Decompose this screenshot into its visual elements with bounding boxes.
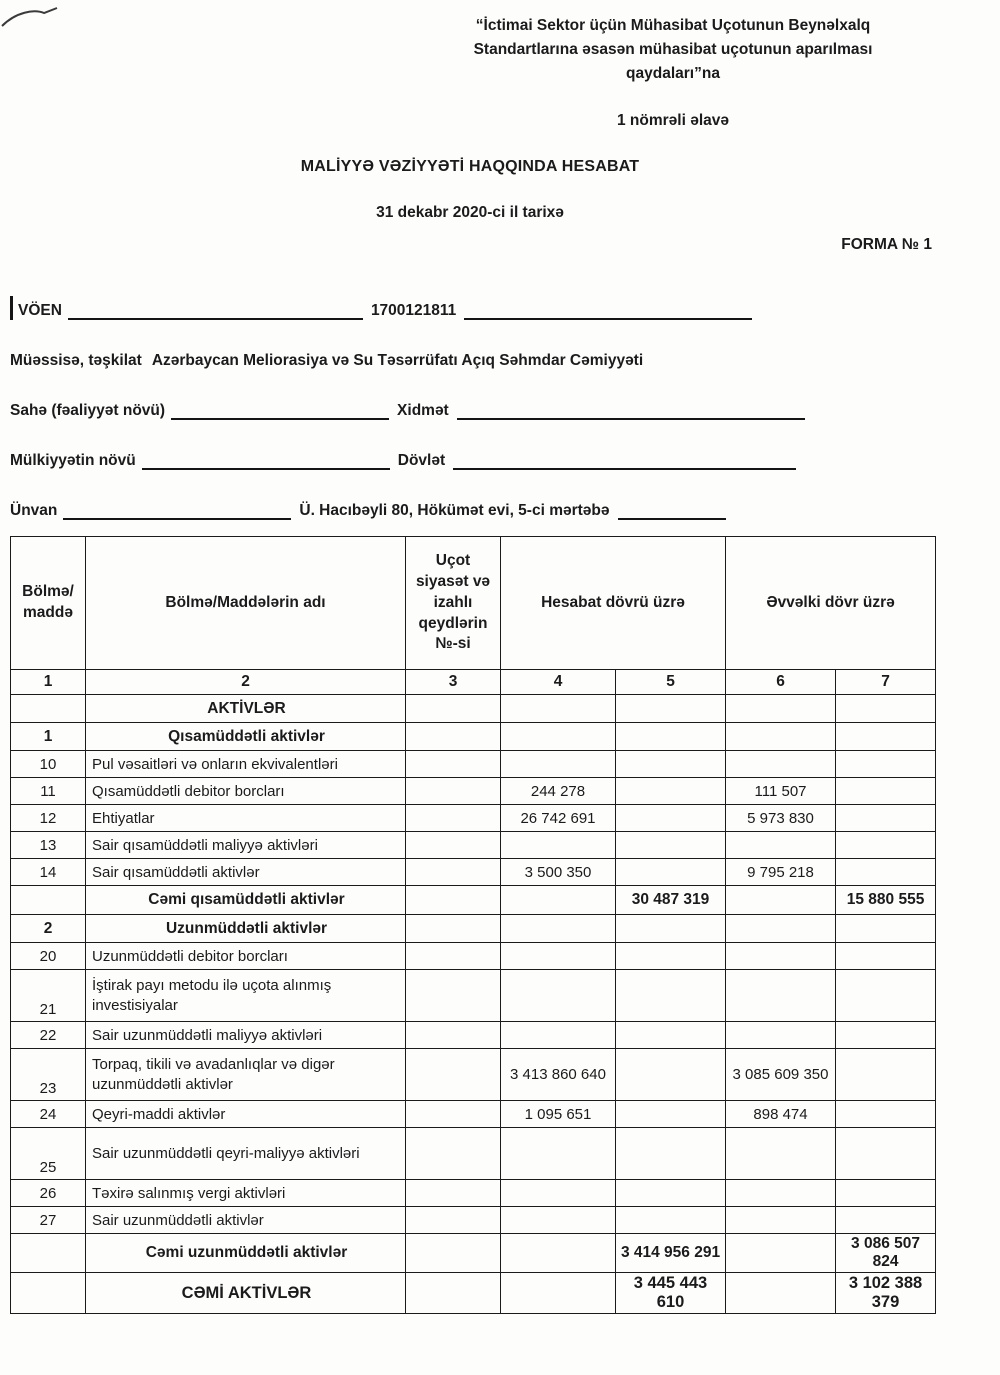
ownership-field — [10, 420, 1000, 470]
cell-name: Cəmi uzunmüddətli aktivlər — [86, 1234, 406, 1273]
cell-note — [406, 886, 501, 915]
cell-note — [406, 1128, 501, 1180]
table-row — [11, 1128, 936, 1180]
cell-previous-total — [836, 970, 936, 1022]
entity-label: Müəssisə, təşkilat — [10, 352, 142, 370]
cell-previous-detail — [726, 832, 836, 859]
cell-previous-detail — [726, 723, 836, 751]
cell-note — [406, 1022, 501, 1049]
cell-current-total — [616, 1022, 726, 1049]
cell-current-total: 3 445 443 610 — [616, 1273, 726, 1314]
column-number: 6 — [726, 670, 836, 695]
cell-previous-detail — [726, 886, 836, 915]
column-number: 4 — [501, 670, 616, 695]
cell-code: 13 — [11, 832, 86, 859]
voen-label: VÖEN — [18, 302, 62, 320]
cell-previous-total — [836, 723, 936, 751]
cell-note — [406, 778, 501, 805]
address-value: Ü. Hacıbəyli 80, Hökümət evi, 5-ci mərtəbə — [299, 502, 610, 520]
cell-name: Pul vəsaitləri və onların ekvivalentləri — [86, 751, 406, 778]
cell-name: Sair uzunmüddətli maliyyə aktivləri — [86, 1022, 406, 1049]
cell-name: Qısamüddətli debitor borcları — [86, 778, 406, 805]
cell-name: Qeyri-maddi aktivlər — [86, 1101, 406, 1128]
cell-current-total — [616, 1101, 726, 1128]
regulation-reference: “İctimai Sektor üçün Mühasibat Uçotunun Beynəlxalq Standartlarına əsasən mühasibat uçotunun aparılması qaydaları”na — [473, 17, 873, 83]
table-header-row — [11, 537, 936, 670]
table-row — [11, 1101, 936, 1128]
cell-note — [406, 1207, 501, 1234]
pen-scribble-mark — [0, 4, 60, 30]
cell-note — [406, 723, 501, 751]
voen-field — [10, 270, 1000, 320]
cell-name: Sair qısamüddətli maliyyə aktivləri — [86, 832, 406, 859]
cell-note — [406, 859, 501, 886]
cell-previous-detail — [726, 1273, 836, 1314]
cell-previous-total: 3 102 388 379 — [836, 1273, 936, 1314]
cell-current-detail: 3 413 860 640 — [501, 1049, 616, 1101]
cell-previous-detail — [726, 943, 836, 970]
cell-previous-total — [836, 943, 936, 970]
sector-blank-line-2 — [457, 414, 805, 420]
cell-code: 10 — [11, 751, 86, 778]
address-blank-line — [63, 514, 291, 520]
cell-note — [406, 751, 501, 778]
header-current-period: Hesabat dövrü üzrə — [501, 537, 726, 670]
ownership-blank-line-2 — [453, 464, 796, 470]
cell-previous-total — [836, 1128, 936, 1180]
cell-note — [406, 832, 501, 859]
column-number: 1 — [11, 670, 86, 695]
address-field — [10, 470, 1000, 520]
cell-current-total — [616, 751, 726, 778]
cell-previous-total: 3 086 507 824 — [836, 1234, 936, 1273]
cell-name: CƏMİ AKTİVLƏR — [86, 1273, 406, 1314]
sector-field — [10, 370, 1000, 420]
cell-current-total — [616, 778, 726, 805]
form-fields — [10, 270, 1000, 520]
cell-current-detail — [501, 832, 616, 859]
cell-current-detail — [501, 943, 616, 970]
cell-current-detail — [501, 1234, 616, 1273]
cell-previous-total — [836, 915, 936, 943]
cell-note — [406, 695, 501, 723]
address-label: Ünvan — [10, 502, 58, 520]
table-row — [11, 1273, 936, 1314]
balance-sheet-table — [10, 536, 936, 1314]
cell-current-detail — [501, 886, 616, 915]
cell-current-total — [616, 859, 726, 886]
column-number: 3 — [406, 670, 501, 695]
cell-previous-detail — [726, 1234, 836, 1273]
address-blank-line-2 — [618, 514, 726, 520]
cell-previous-total: 15 880 555 — [836, 886, 936, 915]
table-row — [11, 805, 936, 832]
ownership-value: Dövlət — [397, 452, 446, 470]
cell-current-detail — [501, 1022, 616, 1049]
form-number: FORMA № 1 — [841, 236, 932, 254]
cell-previous-detail: 898 474 — [726, 1101, 836, 1128]
cell-code — [11, 886, 86, 915]
cell-previous-detail: 111 507 — [726, 778, 836, 805]
cell-previous-total — [836, 1049, 936, 1101]
cell-current-detail — [501, 751, 616, 778]
column-numbers-row — [11, 670, 936, 695]
cell-name: Torpaq, tikili və avadanlıqlar və digər uzunmüddətli aktivlər — [86, 1049, 406, 1101]
cell-current-detail — [501, 970, 616, 1022]
cell-previous-total — [836, 1207, 936, 1234]
cell-name: AKTİVLƏR — [86, 695, 406, 723]
table-row — [11, 723, 936, 751]
cell-code: 26 — [11, 1180, 86, 1207]
voen-value: 1700121811 — [370, 302, 457, 320]
table-row — [11, 915, 936, 943]
cell-current-detail — [501, 695, 616, 723]
cell-previous-detail — [726, 695, 836, 723]
cell-note — [406, 1234, 501, 1273]
cell-previous-detail — [726, 1128, 836, 1180]
cell-previous-total — [836, 1022, 936, 1049]
cell-previous-total — [836, 695, 936, 723]
cell-name: İştirak payı metodu ilə uçota alınmış investisiyalar — [86, 970, 406, 1022]
cell-previous-detail — [726, 1022, 836, 1049]
table-row — [11, 943, 936, 970]
cell-current-total — [616, 805, 726, 832]
table-row — [11, 1180, 936, 1207]
sector-blank-line — [171, 414, 389, 420]
cell-code — [11, 1234, 86, 1273]
margin-mark — [10, 296, 13, 320]
cell-name: Cəmi qısamüddətli aktivlər — [86, 886, 406, 915]
cell-current-total — [616, 1207, 726, 1234]
cell-code: 14 — [11, 859, 86, 886]
header-code: Bölmə/ maddə — [11, 537, 86, 670]
cell-code: 1 — [11, 723, 86, 751]
column-number: 5 — [616, 670, 726, 695]
ownership-label: Mülkiyyətin növü — [10, 452, 136, 470]
cell-previous-detail: 3 085 609 350 — [726, 1049, 836, 1101]
table-row — [11, 886, 936, 915]
cell-current-total — [616, 1049, 726, 1101]
cell-current-detail: 3 500 350 — [501, 859, 616, 886]
cell-name: Sair uzunmüddətli aktivlər — [86, 1207, 406, 1234]
report-title: MALİYYƏ VƏZİYYƏTİ HAQQINDA HESABAT — [300, 158, 640, 176]
sector-value: Xidmət — [397, 402, 449, 420]
cell-note — [406, 970, 501, 1022]
cell-name: Ehtiyatlar — [86, 805, 406, 832]
header-note: Uçot siyasət və izahlı qeydlərin №-si — [406, 537, 501, 670]
table-row — [11, 751, 936, 778]
cell-previous-total — [836, 1101, 936, 1128]
cell-current-detail — [501, 1128, 616, 1180]
cell-code — [11, 1273, 86, 1314]
table-row — [11, 970, 936, 1022]
cell-note — [406, 1049, 501, 1101]
table-row — [11, 832, 936, 859]
cell-current-detail — [501, 1207, 616, 1234]
cell-note — [406, 1273, 501, 1314]
cell-current-detail: 1 095 651 — [501, 1101, 616, 1128]
cell-current-detail — [501, 723, 616, 751]
cell-current-detail — [501, 915, 616, 943]
cell-current-total — [616, 1128, 726, 1180]
cell-note — [406, 1180, 501, 1207]
cell-name: Təxirə salınmış vergi aktivləri — [86, 1180, 406, 1207]
cell-current-detail — [501, 1180, 616, 1207]
cell-code: 25 — [11, 1128, 86, 1180]
cell-code: 12 — [11, 805, 86, 832]
entity-field — [10, 320, 1000, 370]
cell-code: 24 — [11, 1101, 86, 1128]
annex-number: 1 nömrəli əlavə — [616, 112, 729, 130]
cell-note — [406, 805, 501, 832]
cell-name: Uzunmüddətli debitor borcları — [86, 943, 406, 970]
cell-name: Uzunmüddətli aktivlər — [86, 915, 406, 943]
cell-current-total — [616, 723, 726, 751]
voen-blank-line-2 — [464, 314, 752, 320]
column-number: 2 — [86, 670, 406, 695]
cell-name: Sair uzunmüddətli qeyri-maliyyə aktivləri — [86, 1128, 406, 1180]
cell-previous-detail — [726, 751, 836, 778]
table-row — [11, 1234, 936, 1273]
cell-previous-total — [836, 751, 936, 778]
cell-code — [11, 695, 86, 723]
cell-previous-total — [836, 859, 936, 886]
cell-previous-total — [836, 778, 936, 805]
cell-current-total — [616, 943, 726, 970]
cell-code: 21 — [11, 970, 86, 1022]
table-row — [11, 695, 936, 723]
cell-note — [406, 1101, 501, 1128]
cell-note — [406, 943, 501, 970]
cell-current-total — [616, 970, 726, 1022]
cell-code: 20 — [11, 943, 86, 970]
cell-previous-detail — [726, 1180, 836, 1207]
cell-previous-detail: 5 973 830 — [726, 805, 836, 832]
cell-previous-detail — [726, 970, 836, 1022]
cell-previous-detail — [726, 915, 836, 943]
ownership-blank-line — [142, 464, 390, 470]
cell-code: 22 — [11, 1022, 86, 1049]
cell-current-total — [616, 915, 726, 943]
cell-previous-total — [836, 1180, 936, 1207]
report-date: 31 dekabr 2020-ci il tarixə — [376, 204, 564, 222]
header-previous-period: Əvvəlki dövr üzrə — [726, 537, 936, 670]
voen-blank-line — [68, 314, 363, 320]
cell-code: 23 — [11, 1049, 86, 1101]
cell-current-detail: 26 742 691 — [501, 805, 616, 832]
cell-previous-total — [836, 805, 936, 832]
cell-code: 27 — [11, 1207, 86, 1234]
cell-previous-total — [836, 832, 936, 859]
cell-current-detail: 244 278 — [501, 778, 616, 805]
cell-current-total — [616, 695, 726, 723]
cell-previous-detail — [726, 1207, 836, 1234]
cell-current-total — [616, 1180, 726, 1207]
table-row — [11, 1207, 936, 1234]
table-row — [11, 1049, 936, 1101]
cell-note — [406, 915, 501, 943]
table-row — [11, 859, 936, 886]
column-number: 7 — [836, 670, 936, 695]
cell-current-total: 3 414 956 291 — [616, 1234, 726, 1273]
cell-current-detail — [501, 1273, 616, 1314]
header-name: Bölmə/Maddələrin adı — [86, 537, 406, 670]
cell-code: 11 — [11, 778, 86, 805]
cell-current-total: 30 487 319 — [616, 886, 726, 915]
cell-current-total — [616, 832, 726, 859]
sector-label: Sahə (fəaliyyət növü) — [10, 402, 166, 420]
table-row — [11, 778, 936, 805]
entity-value: Azərbaycan Meliorasiya və Su Təsərrüfatı Açıq Səhmdar Cəmiyyəti — [151, 352, 644, 370]
cell-code: 2 — [11, 915, 86, 943]
cell-name: Qısamüddətli aktivlər — [86, 723, 406, 751]
cell-previous-detail: 9 795 218 — [726, 859, 836, 886]
table-row — [11, 1022, 936, 1049]
cell-name: Sair qısamüddətli aktivlər — [86, 859, 406, 886]
